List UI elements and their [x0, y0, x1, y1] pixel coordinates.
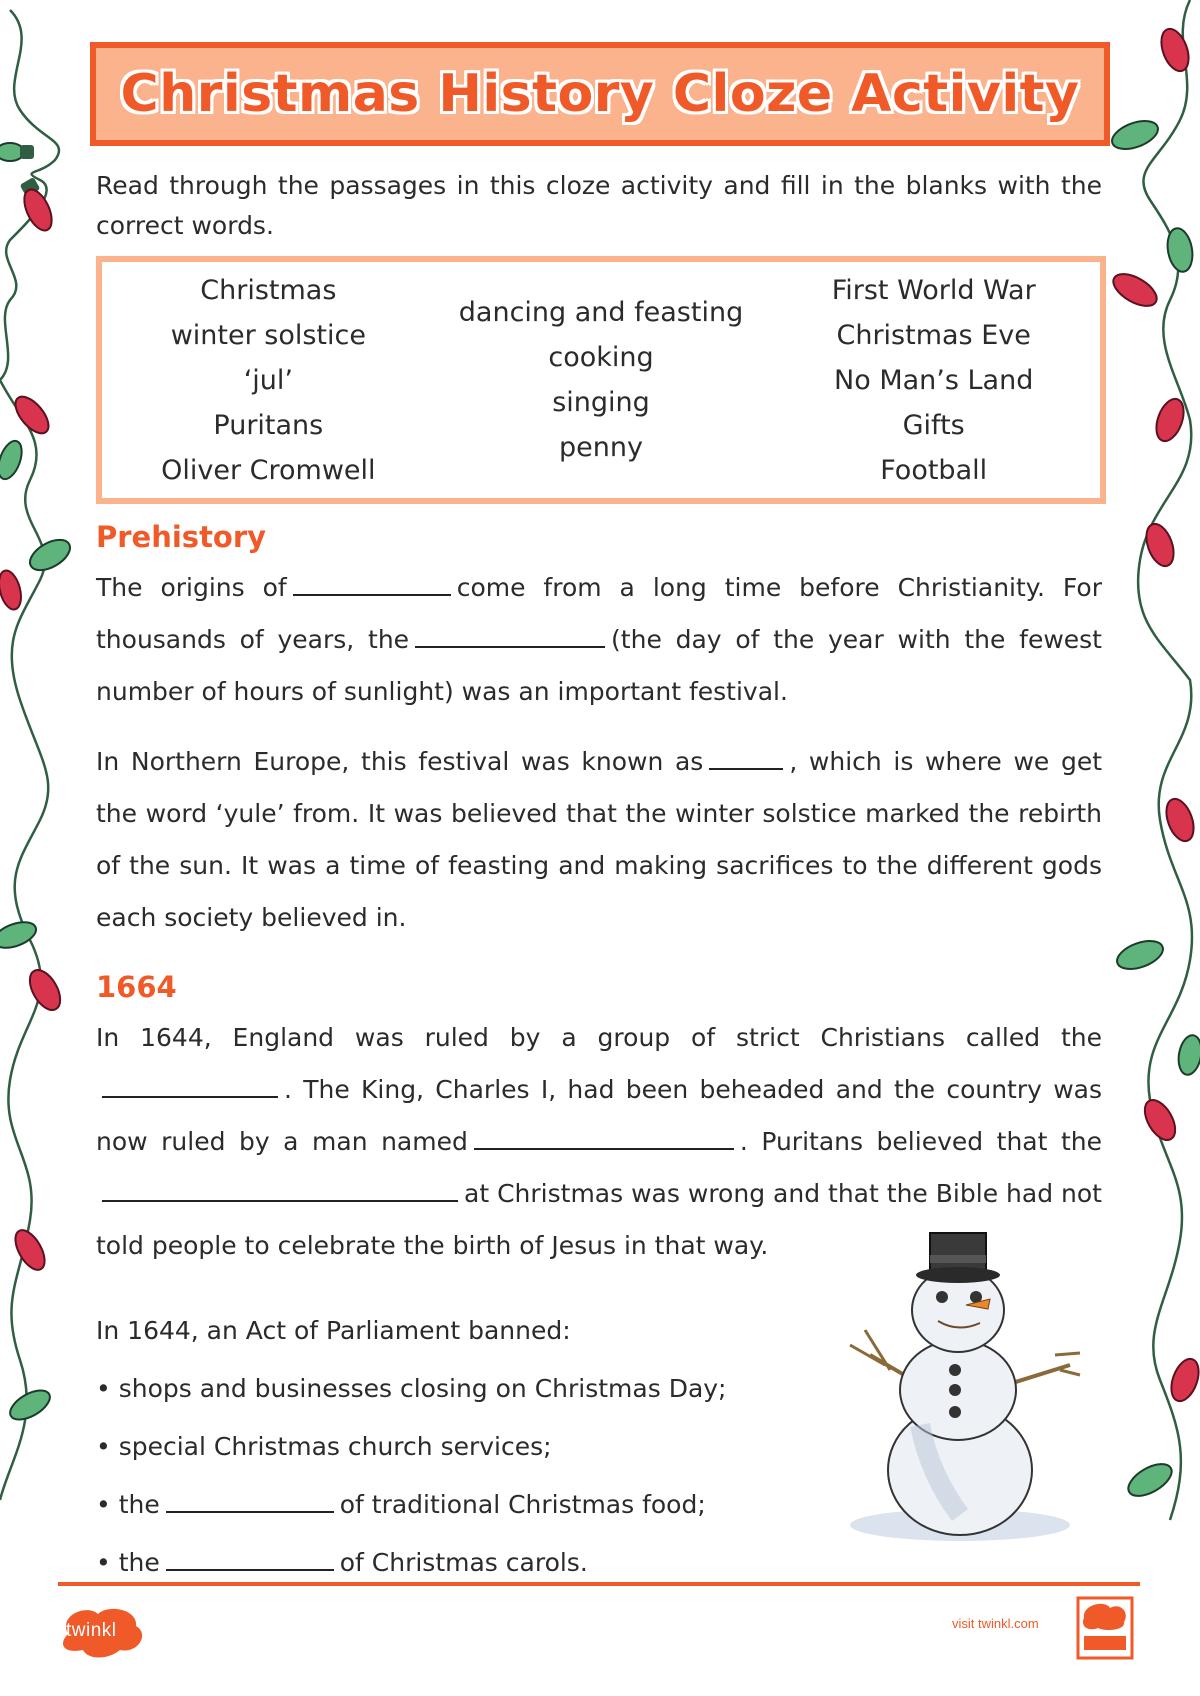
text: In 1644, England was ruled by a group of strict Christians called the: [96, 1023, 1102, 1052]
text: • the: [96, 1548, 160, 1577]
word-bank-column-1: [102, 268, 435, 493]
word-bank-item: Football: [880, 454, 988, 486]
word-bank-item: Gifts: [902, 409, 965, 441]
list-item: • shops and businesses closing on Christmas Day;: [96, 1374, 727, 1403]
text: . The King, Charles I, had been beheaded and the country was now ruled by a man named: [96, 1075, 1102, 1156]
text: come from a long time before Christianity. For thousands of years, the: [96, 573, 1102, 654]
blank-field[interactable]: [102, 1071, 278, 1099]
footer-divider: [58, 1582, 1140, 1586]
word-bank-item: Puritans: [213, 409, 324, 441]
logo-text: twinkl: [66, 1620, 117, 1641]
blank-field[interactable]: [415, 621, 605, 649]
list-item: [96, 1476, 796, 1534]
blank-field[interactable]: [709, 743, 783, 771]
blank-field[interactable]: [166, 1486, 334, 1514]
word-bank-item: Oliver Cromwell: [161, 454, 376, 486]
section-heading-1664: 1664: [96, 970, 177, 1004]
list-item: • special Christmas church services;: [96, 1432, 552, 1461]
word-bank-item: cooking: [548, 342, 654, 373]
quality-approved-badge: [1076, 1596, 1134, 1660]
section-heading-prehistory: Prehistory: [96, 520, 267, 554]
text: The origins of: [96, 573, 287, 602]
blank-field[interactable]: [102, 1175, 458, 1203]
prehistory-paragraph-1: [96, 562, 1102, 718]
prehistory-paragraph-2: [96, 736, 1102, 944]
list-intro: In 1644, an Act of Parliament banned:: [96, 1316, 571, 1345]
word-bank-item: penny: [559, 432, 643, 463]
word-bank-item: winter solstice: [170, 319, 366, 351]
word-bank-column-2: [435, 290, 768, 470]
text: . Puritans believed that the: [739, 1127, 1102, 1156]
banned-list: [96, 1302, 796, 1592]
text: of traditional Christmas food;: [339, 1490, 706, 1519]
text: • the: [96, 1490, 160, 1519]
word-bank-item: ‘jul’: [243, 364, 293, 396]
word-bank-item: First World War: [831, 274, 1036, 306]
word-bank-item: dancing and feasting: [458, 297, 744, 328]
instructions: Read through the passages in this cloze activity and fill in the blanks with the correct words.: [96, 171, 1102, 240]
word-bank-item: singing: [552, 387, 650, 418]
word-bank-item: Christmas Eve: [836, 319, 1031, 351]
page-title: Christmas History Cloze Activity: [120, 64, 1080, 124]
word-bank-column-3: [767, 268, 1100, 493]
word-bank-item: No Man’s Land: [834, 364, 1034, 396]
blank-field[interactable]: [166, 1544, 334, 1572]
text: In Northern Europe, this festival was known as: [96, 747, 704, 776]
word-bank: [96, 256, 1106, 504]
title-banner: [90, 42, 1110, 146]
text: , which is where we get the word ‘yule’ from. It was believed that the winter solstice marked the rebirth of the sun. It was a time of feasting and making sacrifices to the different gods each society believed in.: [96, 747, 1103, 932]
text: of Christmas carols.: [339, 1548, 588, 1577]
word-bank-item: Christmas: [200, 274, 337, 306]
christmas-lights-right-decoration: [1090, 0, 1200, 1696]
footer-url[interactable]: visit twinkl.com: [952, 1616, 1039, 1631]
snowman-illustration: [830, 1225, 1090, 1545]
text: (the day of the year with the fewest number of hours of sunlight) was an important festival.: [96, 625, 1102, 706]
christmas-lights-left-decoration: [0, 0, 100, 1696]
blank-field[interactable]: [293, 569, 451, 597]
blank-field[interactable]: [474, 1123, 734, 1151]
text: at Christmas was wrong and that the Bible had not told people to celebrate the birth of Jesus in that way.: [96, 1179, 1102, 1260]
